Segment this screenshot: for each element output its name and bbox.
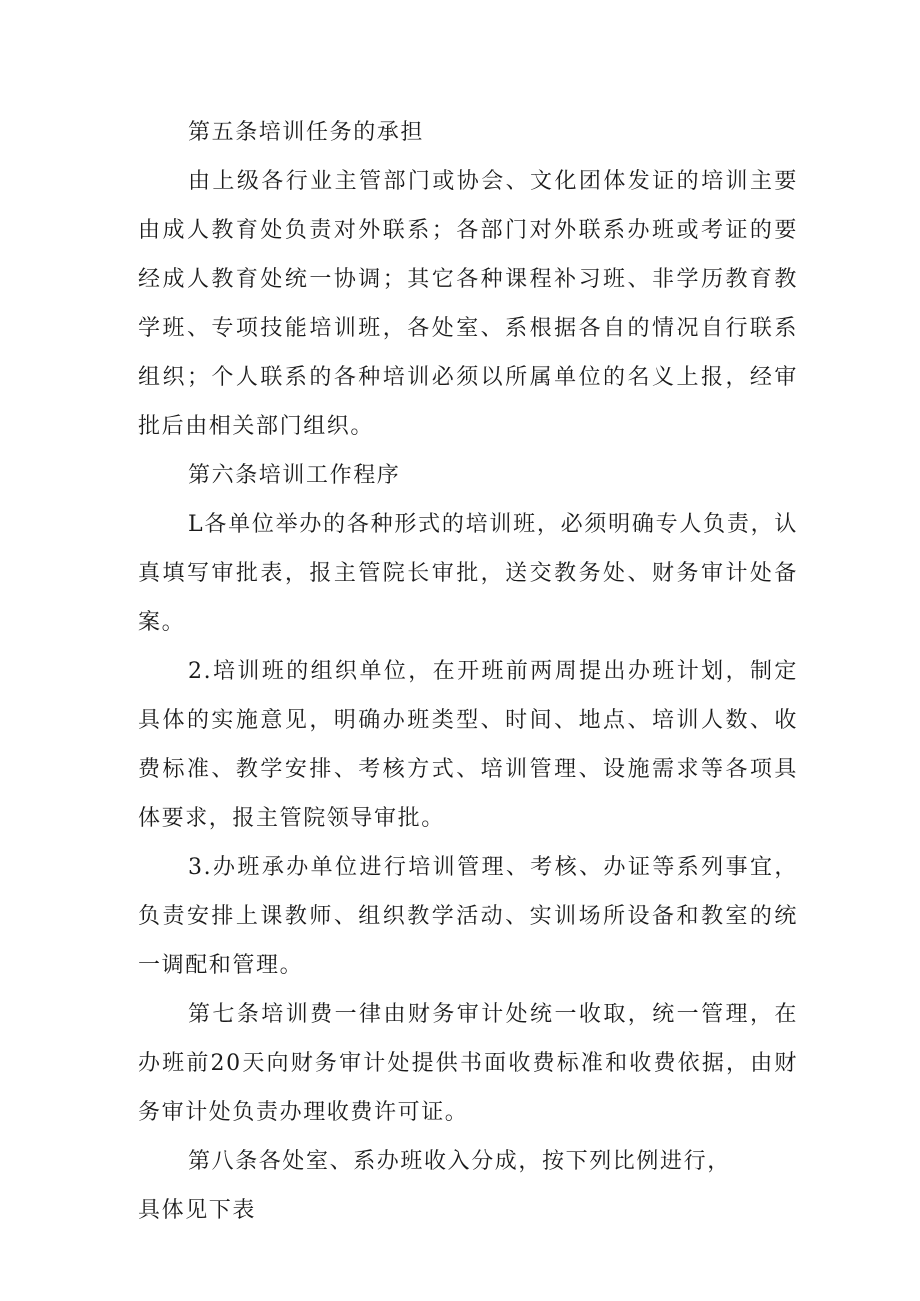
- article-6-heading: 第六条培训工作程序: [188, 463, 401, 488]
- see-table-note: 具体见下表: [138, 1198, 257, 1223]
- article-6-item-3: 3.办班承办单位进行培训管理、考核、办证等系列事宜，负责安排上课教师、组织教学活动、实训场所设备和教室的统一调配和管理。: [138, 855, 798, 978]
- article-6-item-2: 2.培训班的组织单位，在开班前两周提出办班计划，制定具体的实施意见，明确办班类型、时间、地点、培训人数、收费标准、教学安排、考核方式、培训管理、设施需求等各项具体要求，报主管院领导审批。: [138, 659, 798, 831]
- article-7: 第七条培训费一律由财务审计处统一收取，统一管理，在办班前20天向财务审计处提供书面收费标准和收费依据，由财务审计处负责办理收费许可证。: [138, 1002, 798, 1125]
- article-5-heading: 第五条培训任务的承担: [188, 120, 425, 145]
- document-page: [138, 108, 798, 1235]
- article-5-body: 由上级各行业主管部门或协会、文化团体发证的培训主要由成人教育处负责对外联系；各部门对外联系办班或考证的要经成人教育处统一协调；其它各种课程补习班、非学历教育教学班、专项技能培训班，各处室、系根据各自的情况自行联系组织；个人联系的各种培训必须以所属单位的名义上报，经审批后由相关部门组织。: [138, 169, 798, 439]
- article-8: 第八条各处室、系办班收入分成，按下列比例进行，: [188, 1149, 731, 1174]
- article-6-item-1: L各单位举办的各种形式的培训班，必须明确专人负责，认真填写审批表，报主管院长审批，送交教务处、财务审计处备案。: [138, 512, 798, 635]
